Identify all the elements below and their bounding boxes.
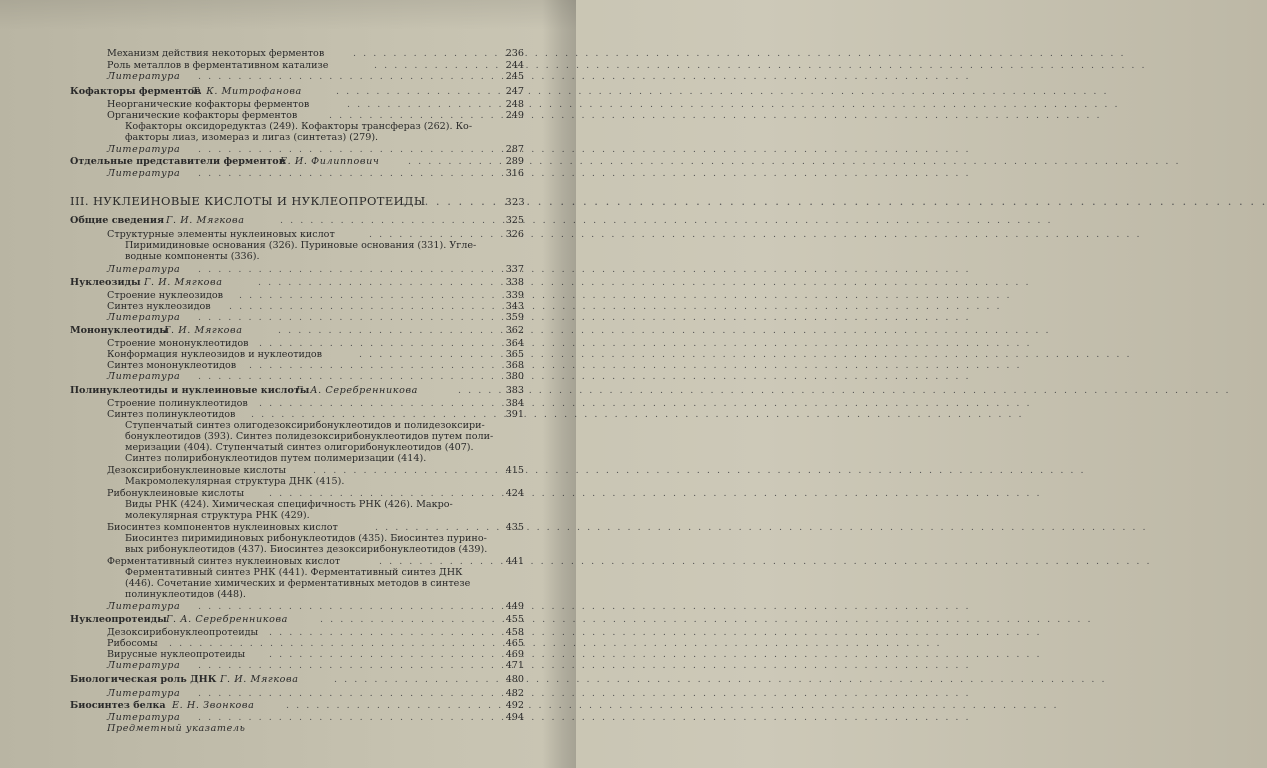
chapter-author: Т. К. Митрофанова [192,86,302,97]
page-number: 289 [505,156,524,167]
leader-dots [374,60,501,71]
leader-dots [229,301,501,312]
entry-text: Литература [107,144,181,155]
toc-entry [0,349,540,360]
page-number: 384 [505,398,524,409]
page-number: 494 [505,712,524,723]
toc-subentry [0,121,540,132]
leader-dots [336,86,501,97]
page-number: 343 [505,301,524,312]
entry-text: Дезоксирибонуклеиновые кислоты [107,465,287,476]
leader-dots [369,229,501,240]
leader-dots [198,168,501,179]
entry-text: Литература [107,264,181,275]
toc-entry [0,488,540,499]
toc-entry [0,371,540,382]
page-number: 236 [505,48,524,59]
toc-subentry [0,476,540,487]
toc-entry [0,110,540,121]
leader-dots [353,48,501,59]
leader-dots [269,627,501,638]
page-number: 480 [505,674,524,685]
page-number: 362 [505,325,524,336]
entry-text: Неорганические кофакторы ферментов [107,99,310,110]
page-number: 435 [505,522,524,533]
entry-text: Ступенчатый синтез олигодезоксирибонуклеотидов и полидезоксири- [125,420,485,431]
page-number: 248 [505,99,524,110]
toc-subentry [0,132,540,143]
leader-dots [329,110,501,121]
chapter-author: Г. А. Серебренникова [296,385,418,396]
chapter-author: Г. И. Мягкова [220,674,299,685]
toc-subentry [0,544,540,555]
chapter-title: Биосинтез белка [70,700,166,711]
entry-text: Литература [107,601,181,612]
page-number: 359 [505,312,524,323]
chapter-title: Полинуклеотиды и нуклеиновые кислоты [70,385,310,396]
entry-text: Биосинтез компонентов нуклеиновых кислот [107,522,338,533]
page-number: 339 [505,290,524,301]
entry-text: водные компоненты (336). [125,251,260,262]
toc-entry [0,312,540,323]
page-number: 323 [505,197,525,208]
page-number: 249 [505,110,524,121]
entry-text: меризации (404). Ступенчатый синтез олигорибонуклеотидов (407). [125,442,474,453]
toc-subentry [0,589,540,600]
entry-text: Строение нуклеозидов [107,290,224,301]
leader-dots [198,144,501,155]
page-number: 244 [505,60,524,71]
entry-text: Синтез полирибонуклеотидов путем полимеризации (414). [125,453,427,464]
toc-subentry [0,453,540,464]
toc-entry [0,409,540,420]
page-number: 449 [505,601,524,612]
toc-chapter [0,325,540,336]
leader-dots [408,156,501,167]
page-number: 391 [505,409,524,420]
chapter-title: Нуклеозиды [70,277,141,288]
entry-text: Литература [107,371,181,382]
entry-text: Органические кофакторы ферментов [107,110,298,121]
leader-dots [249,360,501,371]
leader-dots [198,71,501,82]
entry-text: Рибосомы [107,638,158,649]
entry-text: факторы лиаз, изомераз и лигаз (синтетаз) (279). [125,132,379,143]
toc-subentry [0,510,540,521]
toc-subentry [0,567,540,578]
page-number: 368 [505,360,524,371]
leader-dots [259,398,501,409]
entry-text: Литература [107,712,181,723]
chapter-author: Е. Н. Звонкова [172,700,255,711]
chapter-title: Общие сведения [70,215,165,226]
chapter-title: Кофакторы ферментов [70,86,201,97]
page-number: 325 [505,215,524,226]
entry-text: Предметный указатель [107,723,246,734]
toc-entry [0,556,540,567]
toc-entry [0,144,540,155]
leader-dots [198,688,501,699]
entry-text: Синтез полинуклеотидов [107,409,236,420]
toc-entry [0,301,540,312]
chapter-author: Г. И. Мягкова [144,277,223,288]
page-shadow-top [0,0,576,30]
toc-subentry [0,251,540,262]
toc-subentry [0,533,540,544]
toc-entry [0,723,540,734]
leader-dots [259,338,501,349]
leader-dots [198,660,501,671]
leader-dots [375,522,501,533]
toc-entry [0,168,540,179]
toc-entry [0,627,540,638]
toc-chapter [0,215,540,226]
section-title: III. НУКЛЕИНОВЫЕ КИСЛОТЫ И НУКЛЕОПРОТЕИДЫ [70,194,426,208]
entry-text: Вирусные нуклеопротеиды [107,649,246,660]
page-number: 337 [505,264,524,275]
page-number: 441 [505,556,524,567]
leader-dots [198,712,501,723]
leader-dots [313,465,501,476]
toc-entry [0,712,540,723]
toc-chapter [0,700,540,711]
entry-text: бонуклеотидов (393). Синтез полидезоксирибонуклеотидов путем поли- [125,431,494,442]
entry-text: Ферментативный синтез РНК (441). Ферментативный синтез ДНК [125,567,463,578]
page-number: 383 [505,385,524,396]
leader-dots [169,638,501,649]
toc-subentry [0,442,540,453]
entry-text: Дезоксирибонуклеопротеиды [107,627,259,638]
toc-entry [0,522,540,533]
leader-dots [280,215,501,226]
entry-text: Литература [107,312,181,323]
chapter-author: Е. И. Филиппович [280,156,380,167]
entry-text: Строение полинуклеотидов [107,398,248,409]
toc-entry [0,60,540,71]
leader-dots [198,264,501,275]
toc-entry [0,229,540,240]
toc-entry [0,360,540,371]
page-number: 365 [505,349,524,360]
toc-entry [0,71,540,82]
toc-subentry [0,431,540,442]
entry-text: Роль металлов в ферментативном катализе [107,60,329,71]
page-number: 380 [505,371,524,382]
entry-text: Строение мононуклеотидов [107,338,249,349]
entry-text: Синтез нуклеозидов [107,301,211,312]
entry-text: Биосинтез пиримидиновых рибонуклеотидов (435). Биосинтез пурино- [125,533,487,544]
entry-text: вых рибонуклеотидов (437). Биосинтез дезоксирибонуклеотидов (439). [125,544,488,555]
toc-subentry [0,578,540,589]
entry-text: Литература [107,168,181,179]
page-number: 469 [505,649,524,660]
entry-text: Пиримидиновые основания (326). Пуриновые основания (331). Угле- [125,240,477,251]
toc-entry [0,290,540,301]
page-number: 338 [505,277,524,288]
toc-entry [0,660,540,671]
toc-entry [0,48,540,59]
leader-dots [379,556,501,567]
entry-text: Структурные элементы нуклеиновых кислот [107,229,335,240]
toc-chapter [0,674,540,685]
chapter-title: Биологическая роль ДНК [70,674,217,685]
entry-text: Литература [107,71,181,82]
leader-dots [239,290,501,301]
entry-text: Рибонуклеиновые кислоты [107,488,245,499]
page-number: 245 [505,71,524,82]
toc-chapter [0,385,540,396]
chapter-author: Г. И. Мягкова [166,215,245,226]
entry-text: Литература [107,688,181,699]
entry-text: Механизм действия некоторых ферментов [107,48,325,59]
leader-dots [198,371,501,382]
toc-entry [0,338,540,349]
page-number: 247 [505,86,524,97]
toc-chapter [0,277,540,288]
entry-text: Кофакторы оксидоредуктаз (249). Кофакторы трансфераз (262). Ко- [125,121,473,132]
entry-text: полинуклеотидов (448). [125,589,246,600]
leader-dots [286,700,501,711]
page-number: 471 [505,660,524,671]
toc-entry [0,601,540,612]
leader-dots [269,649,501,660]
page-number: 455 [505,614,524,625]
page-number: 415 [505,465,524,476]
toc-subentry [0,499,540,510]
toc-entry [0,649,540,660]
chapter-author: Г. И. Мягкова [164,325,243,336]
page-number: 492 [505,700,524,711]
toc-subentry [0,420,540,431]
toc-entry [0,398,540,409]
entry-text: Виды РНК (424). Химическая специфичность РНК (426). Макро- [125,499,453,510]
leader-dots [258,277,501,288]
toc-entry [0,465,540,476]
entry-text: Синтез мононуклеотидов [107,360,237,371]
leader-dots [269,488,501,499]
toc-entry [0,264,540,275]
chapter-author: Г. А. Серебренникова [166,614,288,625]
entry-text: Макромолекулярная структура ДНК (415). [125,476,345,487]
leader-dots [334,674,501,685]
entry-text: молекулярная структура РНК (429). [125,510,310,521]
toc-chapter [0,156,540,167]
leader-dots [278,325,501,336]
page-number: 364 [505,338,524,349]
section-heading [70,194,540,208]
page-number: 287 [505,144,524,155]
toc-entry [0,99,540,110]
page-number: 482 [505,688,524,699]
page-number: 465 [505,638,524,649]
page-number: 458 [505,627,524,638]
toc-chapter [0,614,540,625]
leader-dots [359,349,501,360]
chapter-title: Нуклеопротеиды [70,614,167,625]
chapter-title: Отдельные представители ферментов [70,156,286,167]
page-number: 316 [505,168,524,179]
toc-entry [0,638,540,649]
leader-dots [198,601,501,612]
chapter-title: Мононуклеотиды [70,325,169,336]
leader-dots [347,99,501,110]
leader-dots [251,409,501,420]
entry-text: Конформация нуклеозидов и нуклеотидов [107,349,323,360]
page-number: 326 [505,229,524,240]
leader-dots [320,614,501,625]
entry-text: Ферментативный синтез нуклеиновых кислот [107,556,341,567]
leader-dots [198,312,501,323]
toc-entry [0,688,540,699]
toc-chapter [0,86,540,97]
page-number: 424 [505,488,524,499]
toc-subentry [0,240,540,251]
leader-dots [402,194,502,205]
entry-text: (446). Сочетание химических и ферментативных методов в синтезе [125,578,471,589]
entry-text: Литература [107,660,181,671]
